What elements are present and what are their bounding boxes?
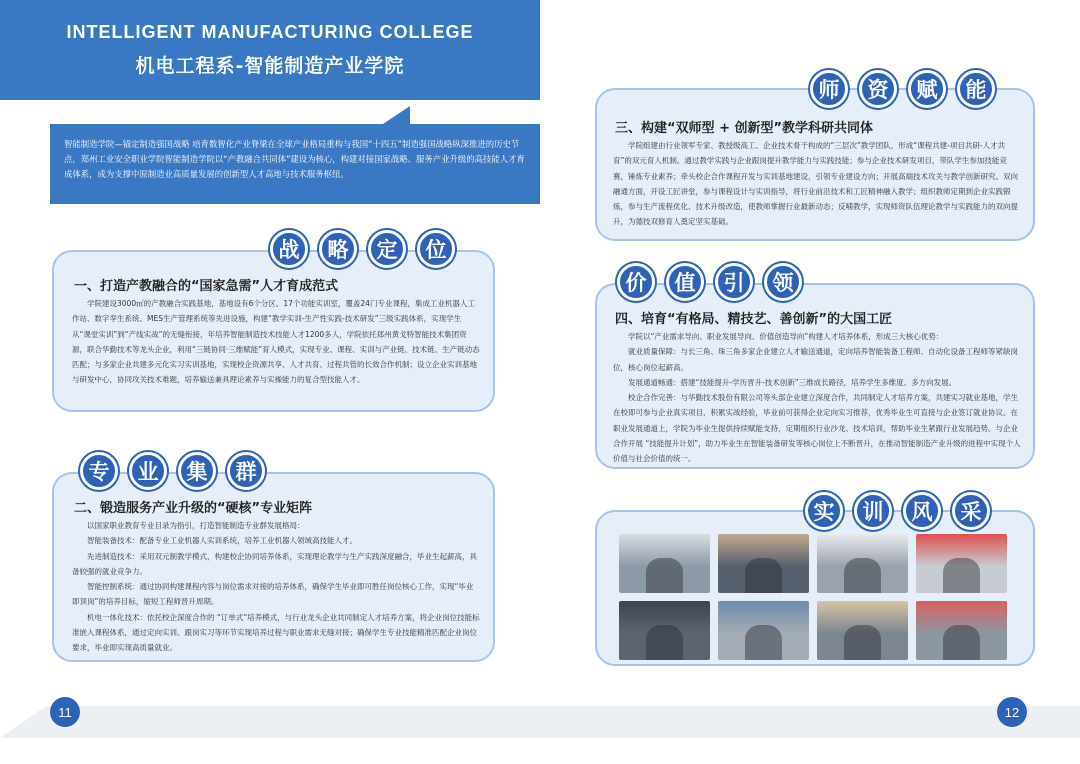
photo-figure [844, 558, 880, 593]
photo-figure [943, 558, 979, 593]
intro-panel [50, 106, 540, 198]
cluster-body [72, 518, 480, 656]
training-photo-grid [619, 534, 1007, 660]
badge-char: 群 [227, 452, 265, 490]
badge-char: 领 [764, 263, 802, 301]
badge-char: 值 [666, 263, 704, 301]
cluster-paragraph: 智能装备技术：配备专业工业机器人实训系统，培养工业机器人领域高技能人才。 [87, 536, 357, 546]
badge-char: 能 [957, 70, 995, 108]
badge-char: 引 [715, 263, 753, 301]
photo-figure [646, 558, 682, 593]
strategy-badges [270, 230, 455, 268]
faculty-title: 三、构建“双师型 + 创新型”教学科研共同体 [615, 121, 874, 136]
page-number-right: 12 [997, 697, 1027, 727]
cluster-paragraph: 机电一体化技术：依托校企深度合作的 “订单式”培养模式，与行业龙头企业共同制定人才培养方案，将企业岗位技能标准嵌入课程体系，通过定向实训、跟岗实习等环节实现培养过程与职业需求无缝对接；确保学生专业技能精准匹配企业岗位要求，毕业即实现高质量就业。 [72, 612, 480, 653]
photo-figure [844, 625, 880, 660]
cluster-paragraph: 以国家职业教育专业目录为指引，打造智能制造专业群发展格局： [87, 521, 305, 530]
college-cn-title: 机电工程系-智能制造产业学院 [135, 55, 405, 77]
cluster-card [52, 472, 495, 662]
cluster-title: 二、锻造服务产业升级的“硬核”专业矩阵 [74, 501, 313, 516]
strategy-card [52, 250, 495, 412]
value-badges [617, 263, 802, 301]
equipment-room-photo [718, 601, 809, 660]
footer-band [0, 696, 1080, 764]
badge-char: 集 [178, 452, 216, 490]
value-card [595, 283, 1035, 469]
faculty-body [613, 138, 1021, 230]
college-en-title: INTELLIGENT MANUFACTURING COLLEGE [66, 22, 474, 42]
team-workbench-photo [817, 601, 908, 660]
students-at-panel-photo [718, 534, 809, 593]
value-paragraph: 学院以“产业需求导向、职业发展导向、价值创造导向”构建人才培养体系，形成三大核心优势： [628, 332, 944, 341]
group-students-photo [619, 601, 710, 660]
value-paragraph: 校企合作完善：与华勤技术股份有限公司等头部企业建立深度合作，共同制定人才培养方案，共建实习就业基地，学生在校即可参与企业真实项目，积累实战经验，毕业前可获得企业定向实习推荐，优秀毕业生可直接与企业签订就业协议。在职业发展通道上，学院为毕业生提供持续赋能支持，定期组织行业沙龙、技术培训，帮助毕业生紧跟行业发展趋势。与企业合作开展 “技能提升计划”，助力毕业生在智能装备研发等核心岗位上不断晋升，在推动智能制造产业升级的进程中实现个人价值与社会价值的统一。 [613, 393, 1021, 464]
training-badges [805, 492, 990, 530]
intro-text: 智能制造学院—锚定制造强国战略 培育数智化产业脊梁在全球产业格局重构与我国“十四五”制造强国战略纵深推进的历史节点，郑州工业安全职业学院智能制造学院以“产教融合共同体”建设为核心，构建对接国家战略、服务产业升级的高技能人才育成体系，成为支撑中原制造业高质量发展的创新型人才高地与技术服务枢纽。 [50, 124, 540, 204]
cluster-paragraph: 智能控制系统：通过协同构建课程内容与岗位需求对接的培养体系，确保学生毕业即可胜任岗位核心工作，实现“毕业即顶岗”的培养目标，缩短工程师晋升周期。 [72, 582, 474, 607]
photo-figure [646, 625, 682, 660]
value-paragraph: 就业质量保障：与长三角、珠三角多家企业建立人才输送通道，定向培养智能装备工程师、自动化设备工程师等紧缺岗位，核心岗位起薪高。 [613, 347, 1018, 372]
value-paragraph: 发展通道畅通：搭建“技能提升-学历晋升-技术创新”三维成长路径，培养学生多维度、多方向发展。 [628, 377, 957, 387]
page-number-left: 11 [50, 697, 80, 727]
badge-char: 赋 [908, 70, 946, 108]
robot-arm-photo [916, 534, 1007, 593]
machine-hall-photo [817, 534, 908, 593]
badge-char: 采 [952, 492, 990, 530]
value-title: 四、培育“有格局、精技艺、善创新”的大国工匠 [615, 312, 893, 327]
cluster-paragraph: 先进制造技术：采用双元制教学模式，构建校企协同培养体系，实现理论教学与生产实践深度融合，毕业生起薪高，具备较强的就业竞争力。 [72, 551, 477, 576]
cluster-badges [80, 452, 265, 490]
strategy-paragraph: 学院建设3000㎡的产教融合实践基地，基地设有6个分区、17个功能实训室，覆盖24门专业课程，集成工业机器人工作站、数字孪生系统、MES生产管理系统等先进设施，构建“教学实训-生产性实践-技术研发”三级实践体系，实现学生从“课堂实训”到“产线实战”的无缝衔接，年培养智能制造技术技能人才1200多人，学院依托郑州黄戈特智能技术集团资源，联合华勤技术等龙头企业，利用“三链协同·三维赋能”育人模式，实现专业、课程、实训与产业链、技术链、生产链动态匹配；与多家企业共建多元化实习实训基地，实现校企资源共享、人才共育、过程共管的长效合作机制；设立企业实训基地与研发中心，协同攻关技术难题，培养输送兼具理论素养与实操能力的复合型技能人才。 [72, 299, 480, 385]
value-body [613, 329, 1021, 467]
photo-figure [745, 625, 781, 660]
badge-char: 风 [903, 492, 941, 530]
faculty-badges [810, 70, 995, 108]
badge-char: 实 [805, 492, 843, 530]
badge-char: 定 [368, 230, 406, 268]
photo-figure [745, 558, 781, 593]
badge-char: 训 [854, 492, 892, 530]
intro-tab-shape [50, 106, 540, 126]
faculty-paragraph: 学院组建由行业领军专家、教授级高工、企业技术骨干构成的“三层次”教学团队，形成“课程共建-项目共研-人才共育”的双元育人机制。通过教学实践与企业跟岗提升教学能力与实践技能；参与企业技术研发项目，带队学生参加技能竞赛，锤炼专业素养；牵头校企合作课程开发与实训基地建设，引领专业建设方向；开展高端技术攻关与教学创新研究。双向融通方面，开设工匠讲堂，参与课程设计与实训指导，将行业前沿技术和工匠精神融入教学；组织教师定期到企业实践锻炼，参与生产流程优化、技术升级改造，使教师掌握行业最新动态；反哺教学，实现师资队伍理论教学与实践能力的双向提升，为德技双修育人奠定坚实基础。 [613, 141, 1018, 227]
badge-char: 专 [80, 452, 118, 490]
strategy-title: 一、打造产教融合的“国家急需”人才育成范式 [74, 279, 339, 294]
robot-training-photo [916, 601, 1007, 660]
photo-figure [943, 625, 979, 660]
faculty-card [595, 88, 1035, 241]
badge-char: 战 [270, 230, 308, 268]
badge-char: 业 [129, 452, 167, 490]
badge-char: 资 [859, 70, 897, 108]
lab-workstations-photo [619, 534, 710, 593]
header-band [0, 0, 540, 100]
badge-char: 师 [810, 70, 848, 108]
strategy-body [72, 296, 480, 388]
badge-char: 价 [617, 263, 655, 301]
badge-char: 位 [417, 230, 455, 268]
badge-char: 略 [319, 230, 357, 268]
